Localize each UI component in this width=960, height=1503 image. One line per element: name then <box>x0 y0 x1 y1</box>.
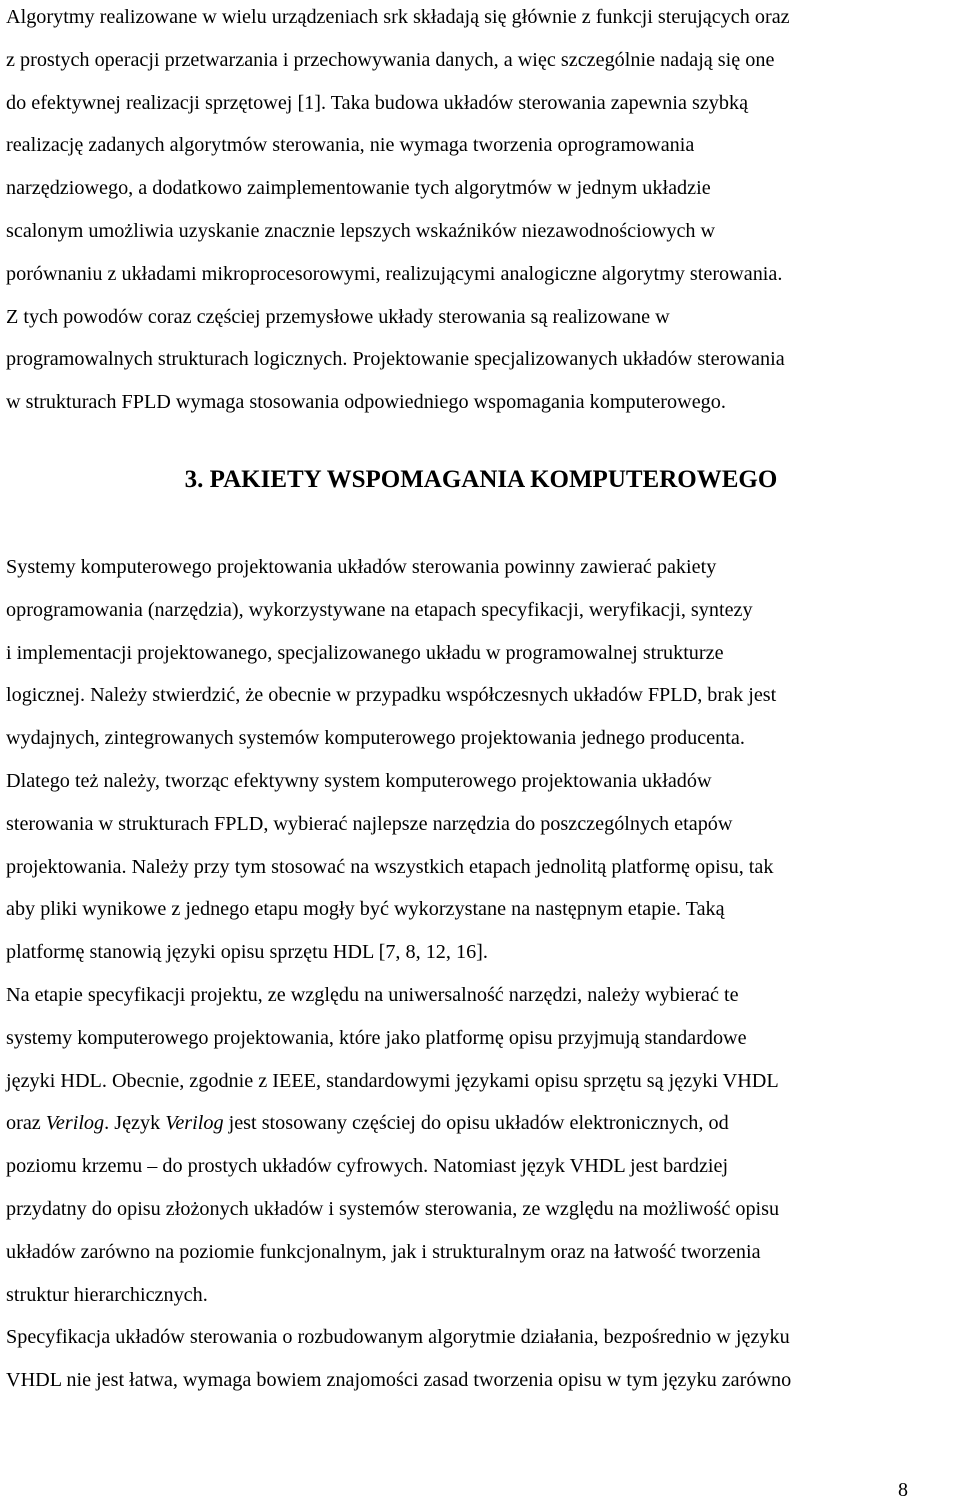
text-run: . Język <box>104 1112 166 1135</box>
text-line: i implementacji projektowanego, specjalizowanego układu w programowalnej strukturze <box>6 641 724 664</box>
text-line: VHDL nie jest łatwa, wymaga bowiem znajomości zasad tworzenia opisu w tym języku zarówno <box>6 1369 792 1392</box>
text-line: platformę stanowią języki opisu sprzętu HDL [7, 8, 12, 16]. <box>6 941 488 964</box>
text-line: realizację zadanych algorytmów sterowania, nie wymaga tworzenia oprogramowania <box>6 134 695 157</box>
text-line: poziomu krzemu – do prostych układów cyfrowych. Natomiast język VHDL jest bardziej <box>6 1155 729 1178</box>
text-line: Algorytmy realizowane w wielu urządzeniach srk składają się głównie z funkcji sterujących oraz <box>6 6 790 28</box>
text-line: Dlatego też należy, tworząc efektywny system komputerowego projektowania układów <box>6 769 712 792</box>
text-line: przydatny do opisu złożonych układów i systemów sterowania, ze względu na możliwość opisu <box>6 1197 780 1220</box>
paragraph-intro <box>6 0 790 424</box>
text-line: struktur hierarchicznych. <box>6 1283 208 1306</box>
text-line: narzędziowego, a dodatkowo zaimplementowanie tych algorytmów w jednym układzie <box>6 177 711 200</box>
text-line: do efektywnej realizacji sprzętowej [1]. Taka budowa układów sterowania zapewnia szybką <box>6 91 749 114</box>
text-line: sterowania w strukturach FPLD, wybierać najlepsze narzędzia do poszczególnych etapów <box>6 812 733 835</box>
italic-term: Verilog <box>45 1112 105 1135</box>
italic-term: Verilog <box>165 1112 224 1135</box>
text-line: Specyfikacja układów sterowania o rozbudowanym algorytmie działania, bezpośrednio w języku <box>6 1326 790 1349</box>
text-line: z prostych operacji przetwarzania i przechowywania danych, a więc szczególnie nadają się one <box>6 48 775 71</box>
text-line: układów zarówno na poziomie funkcjonalnym, jak i strukturalnym oraz na łatwość tworzenia <box>6 1240 761 1263</box>
text-line: w strukturach FPLD wymaga stosowania odpowiedniego wspomagania komputerowego. <box>6 391 726 414</box>
text-run: jest stosowany częściej do opisu układów elektronicznych, od <box>223 1112 729 1135</box>
section-heading: 3. PAKIETY WSPOMAGANIA KOMPUTEROWEGO <box>184 466 778 493</box>
text-line: aby pliki wynikowe z jednego etapu mogły być wykorzystane na następnym etapie. Taką <box>6 898 725 921</box>
text-line: projektowania. Należy przy tym stosować na wszystkich etapach jednolitą platformę opisu, tak <box>6 855 774 878</box>
text-line-with-italics <box>6 1102 791 1145</box>
text-line: systemy komputerowego projektowania, które jako platformę opisu przyjmują standardowe <box>6 1026 747 1049</box>
text-line: Systemy komputerowego projektowania układów sterowania powinny zawierać pakiety <box>6 556 717 578</box>
text-line: języki HDL. Obecnie, zgodnie z IEEE, standardowymi językami opisu sprzętu są języki VHDL <box>6 1069 779 1092</box>
text-line: Z tych powodów coraz częściej przemysłowe układy sterowania są realizowane w <box>6 305 670 328</box>
section-body <box>6 546 791 1402</box>
text-line: wydajnych, zintegrowanych systemów komputerowego projektowania jednego producenta. <box>6 727 745 750</box>
text-run: oraz <box>6 1112 46 1135</box>
text-line: Na etapie specyfikacji projektu, ze względu na uniwersalność narzędzi, należy wybierać te <box>6 983 739 1006</box>
page-number: 8 <box>898 1479 908 1501</box>
text-line: oprogramowania (narzędzia), wykorzystywane na etapach specyfikacji, weryfikacji, syntezy <box>6 598 753 621</box>
text-line: porównaniu z układami mikroprocesorowymi, realizującymi analogiczne algorytmy sterowania. <box>6 262 783 285</box>
text-line: scalonym umożliwia uzyskanie znacznie lepszych wskaźników niezawodnościowych w <box>6 219 716 242</box>
text-line: logicznej. Należy stwierdzić, że obecnie w przypadku współczesnych układów FPLD, brak jest <box>6 684 777 707</box>
text-line: programowalnych strukturach logicznych. Projektowanie specjalizowanych układów sterowania <box>6 348 785 371</box>
